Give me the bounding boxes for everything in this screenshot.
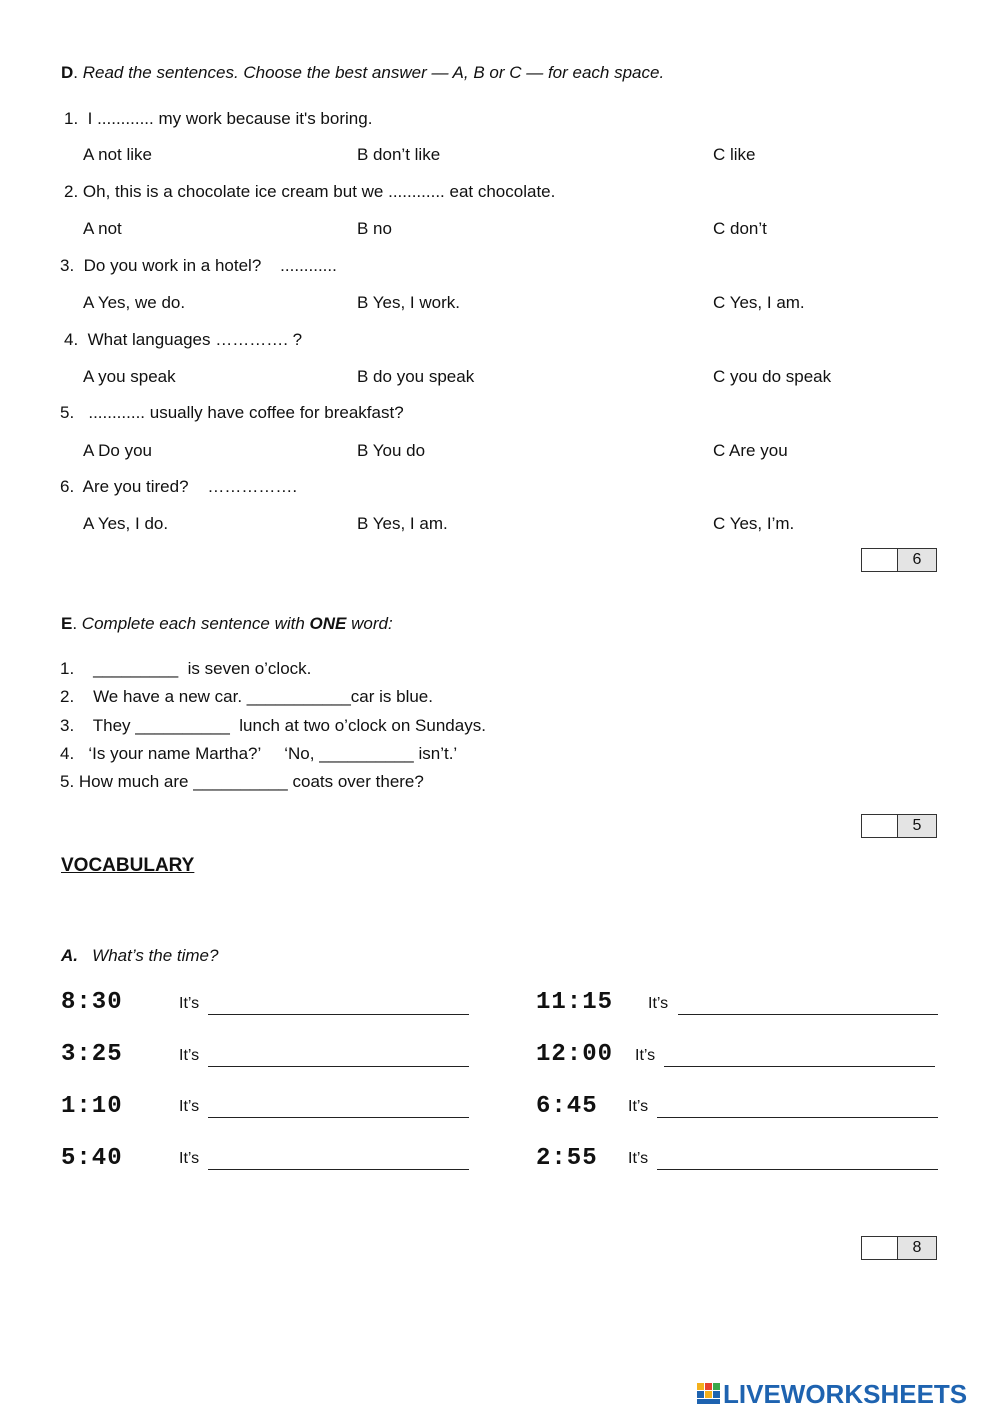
- logo-mark-icon: [697, 1383, 721, 1405]
- score-points: 6: [898, 549, 936, 571]
- d-option-5a[interactable]: A Do you: [83, 441, 152, 460]
- d-option-4b[interactable]: B do you speak: [357, 367, 475, 386]
- d-option-2c[interactable]: C don’t: [713, 219, 767, 238]
- vocab-a-score-box: [861, 1236, 937, 1260]
- score-blank: [862, 815, 898, 837]
- e-sentence-1[interactable]: 1. _________ is seven o’clock.: [60, 659, 312, 678]
- d-question-5: 5. ............ usually have coffee for breakfast?: [60, 403, 404, 422]
- section-e-instruction-pre: Complete each sentence with: [81, 614, 310, 633]
- section-e-instruction-bold: ONE: [309, 614, 347, 633]
- section-e-instruction: E. Complete each sentence with ONE word:: [61, 614, 393, 633]
- section-e-instruction-post: word:: [346, 614, 393, 633]
- e-sentence-2[interactable]: 2. We have a new car. ___________car is blue.: [60, 687, 433, 706]
- its-label: It’s: [648, 995, 669, 1012]
- d-option-2a[interactable]: A not: [83, 219, 122, 238]
- d-option-1b[interactable]: B don’t like: [357, 145, 441, 164]
- time-answer-left-1[interactable]: [208, 996, 469, 1015]
- score-blank: [862, 1237, 898, 1259]
- its-label: It’s: [179, 995, 200, 1012]
- section-e-score-box: [861, 814, 937, 838]
- time-left-4: 5:40: [61, 1145, 123, 1172]
- its-label: It’s: [628, 1150, 649, 1167]
- d-question-3: 3. Do you work in a hotel? ............: [60, 256, 337, 275]
- its-label: It’s: [179, 1150, 200, 1167]
- time-answer-left-3[interactable]: [208, 1099, 469, 1118]
- d-option-6a[interactable]: A Yes, I do.: [83, 514, 169, 533]
- section-d-instruction-text: Read the sentences. Choose the best answer — A, B or C — for each space.: [82, 63, 665, 82]
- e-sentence-4[interactable]: 4. ‘Is your name Martha?’ ‘No, __________ isn’t.’: [60, 744, 458, 763]
- d-question-2: 2. Oh, this is a chocolate ice cream but we ............ eat chocolate.: [64, 182, 556, 201]
- section-e-letter: E: [61, 614, 73, 633]
- score-blank: [862, 549, 898, 571]
- d-option-5b[interactable]: B You do: [357, 441, 426, 460]
- its-label: It’s: [179, 1047, 200, 1064]
- time-answer-right-1[interactable]: [678, 996, 938, 1015]
- time-left-1: 8:30: [61, 989, 123, 1016]
- time-right-3: 6:45: [536, 1093, 598, 1120]
- time-right-4: 2:55: [536, 1145, 598, 1172]
- e-sentence-3[interactable]: 3. They __________ lunch at two o’clock on Sundays.: [60, 716, 486, 735]
- d-option-3b[interactable]: B Yes, I work.: [357, 293, 460, 312]
- vocab-a-letter: A.: [61, 946, 78, 965]
- time-left-3: 1:10: [61, 1093, 123, 1120]
- d-question-1: 1. I ............ my work because it's boring.: [64, 109, 373, 128]
- section-d-letter: D: [61, 63, 74, 82]
- time-right-1: 11:15: [536, 989, 614, 1016]
- time-answer-right-3[interactable]: [657, 1099, 938, 1118]
- score-points: 5: [898, 815, 936, 837]
- d-option-4a[interactable]: A you speak: [83, 367, 176, 386]
- time-answer-right-4[interactable]: [657, 1151, 938, 1170]
- d-option-4c[interactable]: C you do speak: [713, 367, 832, 386]
- section-d-instruction: D. Read the sentences. Choose the best answer — A, B or C — for each space.: [61, 63, 665, 82]
- d-option-1a[interactable]: A not like: [83, 145, 152, 164]
- d-question-6: 6. Are you tired? …………….: [60, 477, 298, 496]
- its-label: It’s: [179, 1098, 200, 1115]
- d-option-3a[interactable]: A Yes, we do.: [83, 293, 186, 312]
- time-answer-left-4[interactable]: [208, 1151, 469, 1170]
- section-d-score-box: [861, 548, 937, 572]
- its-label: It’s: [628, 1098, 649, 1115]
- d-option-6c[interactable]: C Yes, I’m.: [713, 514, 795, 533]
- d-option-1c[interactable]: C like: [713, 145, 756, 164]
- logo-text: LIVEWORKSHEETS: [723, 1378, 968, 1409]
- score-points: 8: [898, 1237, 936, 1259]
- time-right-2: 12:00: [536, 1041, 614, 1068]
- its-label: It’s: [635, 1047, 656, 1064]
- time-answer-left-2[interactable]: [208, 1048, 469, 1067]
- liveworksheets-logo: [697, 1380, 967, 1408]
- vocab-a-instruction: [61, 947, 218, 964]
- time-answer-right-2[interactable]: [664, 1048, 935, 1067]
- d-option-5c[interactable]: C Are you: [713, 441, 788, 460]
- d-option-3c[interactable]: C Yes, I am.: [713, 293, 805, 312]
- time-left-2: 3:25: [61, 1041, 123, 1068]
- d-option-2b[interactable]: B no: [357, 219, 392, 238]
- d-question-4: 4. What languages …………. ?: [64, 330, 303, 349]
- d-option-6b[interactable]: B Yes, I am.: [357, 514, 448, 533]
- e-sentence-5[interactable]: 5. How much are __________ coats over there?: [60, 772, 424, 791]
- vocabulary-heading: VOCABULARY: [61, 855, 195, 876]
- vocab-a-instruction-text: What’s the time?: [92, 946, 219, 965]
